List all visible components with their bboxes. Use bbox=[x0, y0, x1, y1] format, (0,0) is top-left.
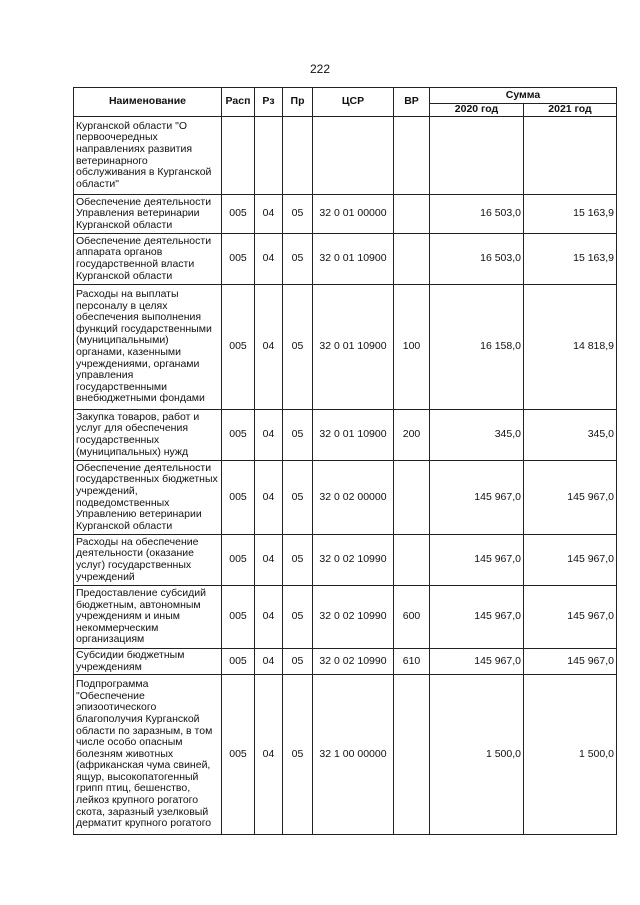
cell-csr: 32 1 00 00000 bbox=[313, 675, 394, 835]
cell-rz: 04 bbox=[255, 586, 283, 649]
cell-2020: 345,0 bbox=[430, 410, 524, 461]
cell-pr: 05 bbox=[283, 461, 313, 535]
cell-vr bbox=[394, 535, 430, 586]
cell-name: Обеспечение деятельности Управления ветеринарии Курганской области bbox=[74, 195, 222, 234]
table-row bbox=[74, 649, 617, 675]
cell-vr bbox=[394, 195, 430, 234]
cell-pr: 05 bbox=[283, 649, 313, 675]
table-row bbox=[74, 586, 617, 649]
cell-pr: 05 bbox=[283, 195, 313, 234]
cell-name: Закупка товаров, работ и услуг для обеспечения государственных (муниципальных) нужд bbox=[74, 410, 222, 461]
table-row bbox=[74, 410, 617, 461]
cell-pr: 05 bbox=[283, 535, 313, 586]
table-row bbox=[74, 461, 617, 535]
cell-2020: 145 967,0 bbox=[430, 649, 524, 675]
table-row bbox=[74, 117, 617, 195]
cell-2020: 1 500,0 bbox=[430, 675, 524, 835]
cell-2021: 345,0 bbox=[524, 410, 617, 461]
cell-rasp: 005 bbox=[222, 675, 255, 835]
cell-vr bbox=[394, 234, 430, 285]
cell-2020: 145 967,0 bbox=[430, 535, 524, 586]
cell-name: Предоставление субсидий бюджетным, автономным учреждениям и иным некоммерческим организациям bbox=[74, 586, 222, 649]
cell-csr: 32 0 02 10990 bbox=[313, 649, 394, 675]
cell-csr: 32 0 02 10990 bbox=[313, 586, 394, 649]
header-csr: ЦСР bbox=[313, 88, 394, 117]
cell-rz: 04 bbox=[255, 535, 283, 586]
cell-name: Обеспечение деятельности аппарата органов государственной власти Курганской области bbox=[74, 234, 222, 285]
cell-vr: 600 bbox=[394, 586, 430, 649]
cell-rz: 04 bbox=[255, 675, 283, 835]
cell-vr: 610 bbox=[394, 649, 430, 675]
cell-rz: 04 bbox=[255, 285, 283, 410]
cell-rz: 04 bbox=[255, 410, 283, 461]
cell-vr bbox=[394, 461, 430, 535]
cell-rasp: 005 bbox=[222, 410, 255, 461]
cell-2021: 1 500,0 bbox=[524, 675, 617, 835]
cell-name: Расходы на обеспечение деятельности (оказание услуг) государственных учреждений bbox=[74, 535, 222, 586]
header-year-2020: 2020 год bbox=[430, 104, 524, 117]
cell-rz: 04 bbox=[255, 195, 283, 234]
cell-rasp: 005 bbox=[222, 461, 255, 535]
cell-2020: 145 967,0 bbox=[430, 586, 524, 649]
header-name: Наименование bbox=[74, 88, 222, 117]
cell-pr: 05 bbox=[283, 675, 313, 835]
cell-pr: 05 bbox=[283, 285, 313, 410]
table-row bbox=[74, 285, 617, 410]
cell-2020: 16 158,0 bbox=[430, 285, 524, 410]
cell-rz: 04 bbox=[255, 234, 283, 285]
cell-pr: 05 bbox=[283, 586, 313, 649]
header-pr: Пр bbox=[283, 88, 313, 117]
cell-2020: 16 503,0 bbox=[430, 234, 524, 285]
cell-2021: 145 967,0 bbox=[524, 649, 617, 675]
table-row bbox=[74, 234, 617, 285]
cell-vr bbox=[394, 117, 430, 195]
header-sum: Сумма bbox=[430, 88, 617, 104]
cell-rasp: 005 bbox=[222, 649, 255, 675]
page-number: 222 bbox=[309, 62, 331, 76]
cell-pr bbox=[283, 117, 313, 195]
cell-csr: 32 0 01 10900 bbox=[313, 410, 394, 461]
cell-2020: 145 967,0 bbox=[430, 461, 524, 535]
cell-csr: 32 0 01 10900 bbox=[313, 234, 394, 285]
table-row bbox=[74, 195, 617, 234]
table-row bbox=[74, 535, 617, 586]
cell-vr: 100 bbox=[394, 285, 430, 410]
budget-table bbox=[73, 87, 617, 835]
cell-name: Подпрограмма "Обеспечение эпизоотического благополучия Курганской области по заразным, в том числе особо опасным болезням животных (африканская чума свиней, ящур, высокопатогенный грипп птиц, бешенство, лейкоз крупного рогатого скота, заразный узелковый дерматит крупного рогатого bbox=[74, 675, 222, 835]
cell-2021: 15 163,9 bbox=[524, 195, 617, 234]
cell-2021: 145 967,0 bbox=[524, 586, 617, 649]
cell-2021: 15 163,9 bbox=[524, 234, 617, 285]
cell-rasp: 005 bbox=[222, 586, 255, 649]
cell-vr bbox=[394, 675, 430, 835]
cell-rasp: 005 bbox=[222, 195, 255, 234]
cell-rasp: 005 bbox=[222, 234, 255, 285]
cell-rasp: 005 bbox=[222, 535, 255, 586]
cell-pr: 05 bbox=[283, 410, 313, 461]
cell-vr: 200 bbox=[394, 410, 430, 461]
cell-pr: 05 bbox=[283, 234, 313, 285]
cell-2021: 14 818,9 bbox=[524, 285, 617, 410]
cell-rz: 04 bbox=[255, 649, 283, 675]
header-rasp: Расп bbox=[222, 88, 255, 117]
cell-csr: 32 0 01 00000 bbox=[313, 195, 394, 234]
cell-csr: 32 0 02 10990 bbox=[313, 535, 394, 586]
cell-name: Обеспечение деятельности государственных бюджетных учреждений, подведомственных Управлению ветеринарии Курганской области bbox=[74, 461, 222, 535]
cell-csr: 32 0 01 10900 bbox=[313, 285, 394, 410]
cell-2021: 145 967,0 bbox=[524, 461, 617, 535]
cell-name: Расходы на выплаты персоналу в целях обеспечения выполнения функций государственными (муниципальными) органами, казенными учреждениями, органами управления государственными внебюджетными фондами bbox=[74, 285, 222, 410]
cell-rasp bbox=[222, 117, 255, 195]
header-vr: ВР bbox=[394, 88, 430, 117]
header-rz: Рз bbox=[255, 88, 283, 117]
cell-2020 bbox=[430, 117, 524, 195]
table-row bbox=[74, 675, 617, 835]
header-year-2021: 2021 год bbox=[524, 104, 617, 117]
cell-rz bbox=[255, 117, 283, 195]
cell-rasp: 005 bbox=[222, 285, 255, 410]
cell-name: Курганской области "О первоочередных направлениях развития ветеринарного обслуживания в Курганской области" bbox=[74, 117, 222, 195]
cell-2021: 145 967,0 bbox=[524, 535, 617, 586]
cell-csr: 32 0 02 00000 bbox=[313, 461, 394, 535]
cell-rz: 04 bbox=[255, 461, 283, 535]
cell-2020: 16 503,0 bbox=[430, 195, 524, 234]
cell-csr bbox=[313, 117, 394, 195]
cell-name: Субсидии бюджетным учреждениям bbox=[74, 649, 222, 675]
cell-2021 bbox=[524, 117, 617, 195]
